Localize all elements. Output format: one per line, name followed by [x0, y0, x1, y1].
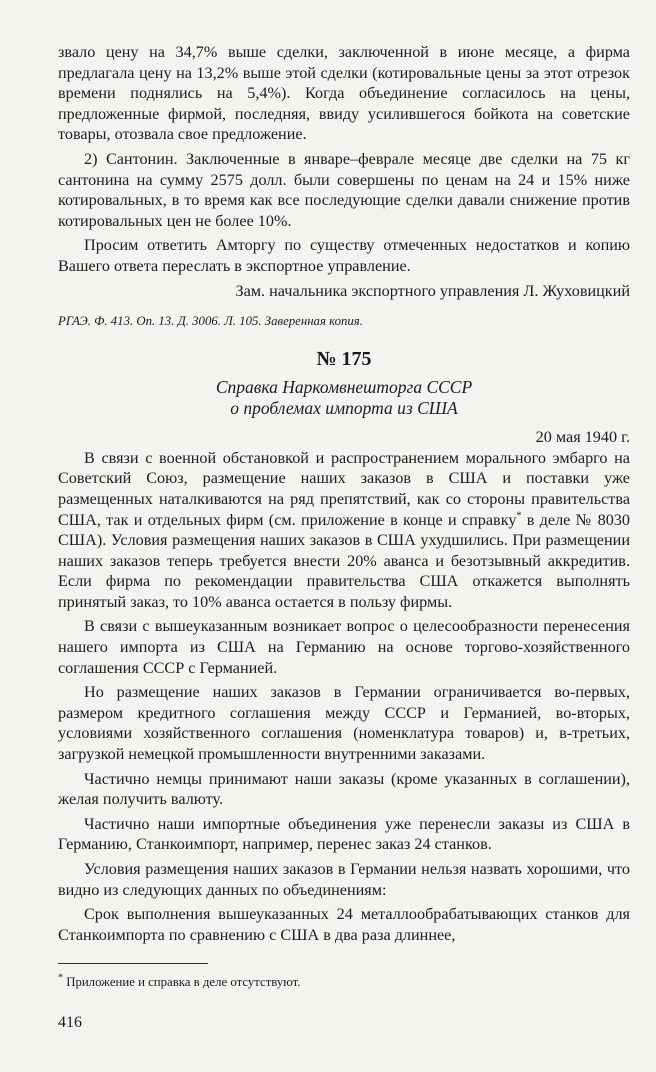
document-date: 20 мая 1940 г.: [535, 428, 630, 447]
body-text: В связи с военной обстановкой и распространением морального эмбарго на Советский Союз, размещение наших заказов в США и поставки уже размещенных наталкиваются на ряд препятствий, как со стороны правительства США, так и отдельных фирм (см. приложение в конце и справку: [58, 448, 630, 529]
body-text: в деле № 8030 США). Условия размещения наших заказов в США ухудшились. При размещении наших заказов теперь требуется внести 20% аванса и безотзывный аккредитив. Если фирма по рекомендации правительства США откажется выполнять принятый заказ, то 10% аванса остается в пользу фирмы.: [58, 510, 630, 611]
document-title: [58, 377, 630, 419]
body-paragraph: Но размещение наших заказов в Германии ограничивается во-первых, размером кредитного соглашения между СССР и Германией, во-вторых, условиями хозяйственного соглашения (номенклатура товаров) и, в-третьих, загрузкой немецкой промышленности внутренними заказами.: [58, 683, 630, 764]
footnote-reference: *: [516, 510, 522, 522]
footnote-divider: [58, 963, 208, 964]
document-number: № 175: [316, 348, 372, 371]
archive-source: РГАЭ. Ф. 413. Оп. 13. Д. 3006. Л. 105. Заверенная копия.: [58, 314, 363, 329]
continuation-paragraph: звало цену на 34,7% выше сделки, заключенной в июне месяце, а фирма предлагала цену на 13,2% выше этой сделки (котировальные цены за этот отрезок времени поднялись на 5,4%). Когда объединение согласилось на цены, предложенные фирмой, последняя, ввиду усилившегося бойкота на советские товары, отозвала свое предложение.: [58, 43, 630, 144]
footnote-text: Приложение и справка в деле отсутствуют.: [63, 975, 301, 990]
body-paragraph: Частично немцы принимают наши заказы (кроме указанных в соглашении), желая получить валюту.: [58, 769, 630, 809]
continuation-paragraph: Просим ответить Амторгу по существу отмеченных недостатков и копию Вашего ответа переслать в экспортное управление.: [58, 236, 630, 275]
footnote-mark: *: [58, 973, 63, 985]
document-title-line: Справка Наркомвнешторга СССР: [215, 377, 473, 398]
body-paragraph: Срок выполнения вышеуказанных 24 металлообрабатывающих станков для Станкоимпорта по сравнению с США в два раза длиннее,: [58, 905, 630, 944]
signature: Зам. начальника экспортного управления Л. Жуховицкий: [235, 281, 630, 300]
body-paragraph: [58, 448, 630, 613]
footnote: [58, 974, 630, 990]
body-paragraph: В связи с вышеуказанным возникает вопрос о целесообразности перенесения нашего импорта из США на Германию на основе торгово-хозяйственного соглашения СССР с Германией.: [58, 617, 630, 677]
body-paragraph: Частично наши импортные объединения уже перенесли заказы из США в Германию, Станкоимпорт, например, перенес заказ 24 станков.: [58, 814, 630, 854]
continuation-paragraph: 2) Сантонин. Заключенные в январе–феврале месяце две сделки на 75 кг сантонина на сумму 2575 долл. были совершены по ценам на 24 и 15% ниже котировальных, в то время как все последующие сделки давали снижение против котировальных цен не более 10%.: [58, 149, 630, 230]
body-paragraph: Условия размещения наших заказов в Германии нельзя назвать хорошими, что видно из следующих данных по объединениям:: [58, 860, 630, 899]
page-number: 416: [58, 1014, 82, 1031]
document-title-line: о проблемах импорта из США: [230, 398, 458, 419]
document-page: [58, 42, 630, 990]
